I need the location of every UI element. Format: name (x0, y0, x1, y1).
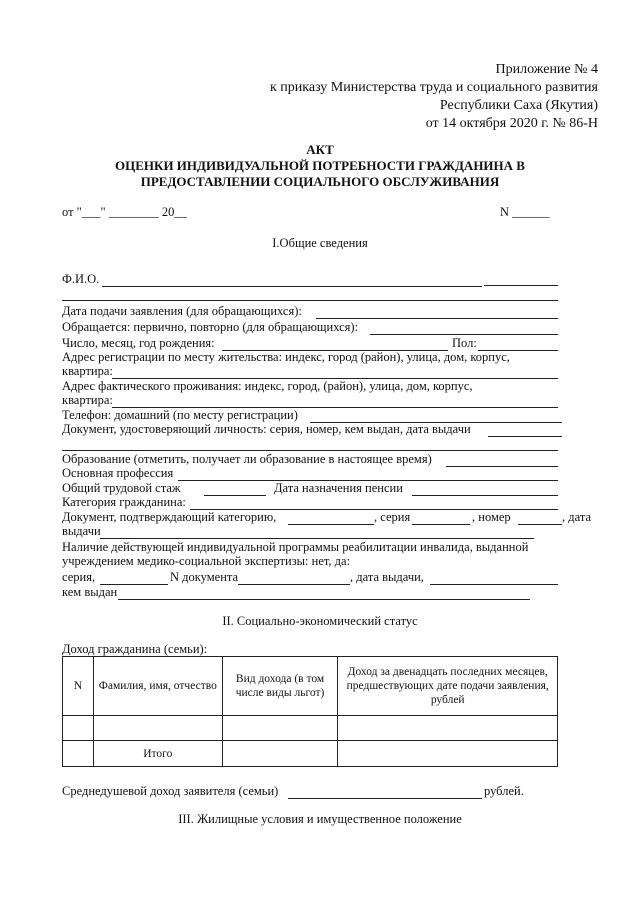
rubles-label: рублей. (484, 784, 524, 798)
pension-date-field[interactable] (412, 495, 558, 496)
document-title: АКТ (306, 142, 334, 157)
act-number: N ______ (500, 205, 550, 219)
series-field[interactable] (412, 524, 470, 525)
gender-label: Пол: (452, 336, 477, 350)
application-date-field[interactable] (316, 318, 558, 319)
issue-label: выдачи (62, 524, 101, 538)
table-cell[interactable] (63, 741, 94, 767)
ipr-series-label: серия, (62, 570, 96, 584)
id-document-field-2[interactable] (62, 450, 558, 451)
series-label: , серия (374, 510, 411, 524)
category-doc-label: Документ, подтверждающий категорию, (62, 510, 277, 524)
fio-field[interactable] (102, 286, 482, 287)
category-doc-field[interactable] (288, 524, 374, 525)
apartment-label-1: квартира: (62, 364, 113, 378)
id-document-label: Документ, удостоверяющий личность: серия, номер, кем выдан, дата выдачи (62, 422, 471, 436)
applies-label: Обращается: первично, повторно (для обращающихся): (62, 320, 359, 334)
education-field[interactable] (446, 466, 558, 467)
avg-income-field[interactable] (288, 798, 482, 799)
profession-label: Основная профессия (62, 466, 174, 480)
fio-field-2[interactable] (62, 300, 558, 301)
ipr-label-1: Наличие действующей индивидуальной программы реабилитации инвалида, выданной (62, 540, 529, 554)
ipr-doc-n-field[interactable] (238, 584, 350, 585)
issued-by-label: кем выдан (62, 585, 118, 599)
table-total-row (63, 741, 558, 767)
act-date: от "___" ________ 20__ (62, 205, 187, 219)
section3-heading: III. Жилищные условия и имущественное положение (178, 812, 462, 826)
avg-income-label: Среднедушевой доход заявителя (семьи) (62, 784, 279, 798)
table-cell[interactable] (338, 716, 558, 741)
work-experience-field[interactable] (204, 495, 266, 496)
appendix-order: к приказу Министерства труда и социального развития (269, 80, 598, 95)
document-title-line2: ОЦЕНКИ ИНДИВИДУАЛЬНОЙ ПОТРЕБНОСТИ ГРАЖДАНИНА В (115, 158, 525, 173)
phone-label: Телефон: домашний (по месту регистрации) (62, 408, 298, 422)
section2-heading: II. Социально-экономический статус (222, 614, 418, 628)
table-cell[interactable] (63, 716, 94, 741)
table-header-n: N (63, 657, 94, 716)
appendix-number: Приложение № 4 (495, 62, 598, 77)
issued-by-field[interactable] (118, 599, 530, 600)
table-header-row (63, 657, 558, 716)
fio-field-end[interactable] (484, 285, 558, 286)
ipr-issue-date-label: , дата выдачи, (350, 570, 424, 584)
work-experience-label: Общий трудовой стаж (62, 481, 181, 495)
ipr-issue-date-field[interactable] (430, 584, 558, 585)
table-header-income-amount: Доход за двенадцать последних месяцев, предшествующих дате подачи заявления, рублей (338, 657, 558, 716)
document-title-line3: ПРЕДОСТАВЛЕНИИ СОЦИАЛЬНОГО ОБСЛУЖИВАНИЯ (140, 174, 500, 189)
table-header-fio: Фамилия, имя, отчество (93, 657, 222, 716)
appendix-republic: Республики Саха (Якутия) (439, 98, 598, 113)
table-cell[interactable] (222, 741, 338, 767)
issue-date-field[interactable] (100, 538, 534, 539)
reg-address-label: Адрес регистрации по месту жительства: индекс, город (район), улица, дом, корпус, (62, 350, 510, 364)
table-cell[interactable] (338, 741, 558, 767)
table-row (63, 716, 558, 741)
actual-address-label: Адрес фактического проживания: индекс, город, (район), улица, дом, корпус, (62, 379, 473, 393)
table-total-label: Итого (93, 741, 222, 767)
income-label: Доход гражданина (семьи): (62, 642, 208, 656)
table-header-income-type: Вид дохода (в том числе виды льгот) (222, 657, 338, 716)
ipr-label-2: учреждением медико-социальной экспертизы: нет, да: (62, 554, 351, 568)
section1-heading: I.Общие сведения (272, 236, 368, 250)
birth-date-label: Число, месяц, год рождения: (62, 336, 215, 350)
education-label: Образование (отметить, получает ли образование в настоящее время) (62, 452, 432, 466)
fio-label: Ф.И.О. (62, 272, 100, 286)
number-field[interactable] (518, 524, 562, 525)
table-cell[interactable] (93, 716, 222, 741)
table-cell[interactable] (222, 716, 338, 741)
category-label: Категория гражданина: (62, 495, 186, 509)
number-label: , номер (472, 510, 511, 524)
appendix-date: от 14 октября 2020 г. № 86-Н (425, 116, 598, 131)
apartment-label-2: квартира: (62, 393, 113, 407)
id-document-field[interactable] (488, 436, 562, 437)
date-short-label: , дата (562, 510, 591, 524)
pension-date-label: Дата назначения пенсии (274, 481, 403, 495)
applies-field[interactable] (370, 334, 558, 335)
income-table (62, 656, 558, 767)
ipr-doc-n-label: N документа (170, 570, 239, 584)
application-date-label: Дата подачи заявления (для обращающихся): (62, 304, 302, 318)
